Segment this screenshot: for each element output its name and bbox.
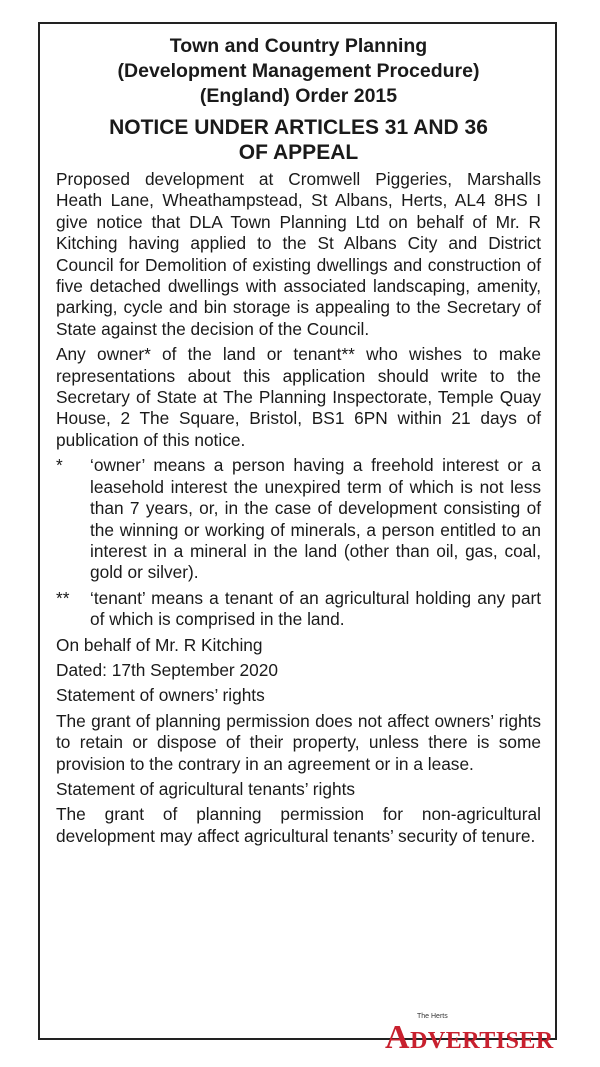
notice-title <box>56 34 541 109</box>
public-notice <box>38 22 557 1040</box>
logo-wordmark <box>385 1019 554 1057</box>
owners-rights-heading: Statement of owners’ rights <box>56 685 265 706</box>
owners-rights-text: The grant of planning permission does not affect owners’ rights to retain or dispose of their property, unless there is some provision to the contrary in an agreement or in a lease. <box>56 710 541 774</box>
development-paragraph: Proposed development at Cromwell Piggeries, Marshalls Heath Lane, Wheathampstead, St Albans, Herts, AL4 8HS I give notice that DLA Town Planning Ltd on behalf of Mr. R Kitching having applied to the St Albans City and District Council for Demolition of existing dwellings and construction of five detached dwellings with associated landscaping, amenity, parking, cycle and bin storage is appealing to the Secretary of State against the decision of the Council. <box>56 169 541 339</box>
subtitle-line: NOTICE UNDER ARTICLES 31 AND 36 <box>109 116 488 139</box>
definition-text: ‘owner’ means a person having a freehold interest or a leasehold interest the unexpired term of which is not less than 7 years, or, in the case of development consisting of the winning or working of minerals, a person entitled to an interest in a mineral in the land (other than oil, gas, coal, gold or silver). <box>90 455 541 583</box>
title-line: (England) Order 2015 <box>199 85 398 107</box>
definition-text: ‘tenant’ means a tenant of an agricultural holding any part of which is comprised in the land. <box>90 587 541 630</box>
definition-tenant <box>56 588 541 631</box>
on-behalf-line: On behalf of Mr. R Kitching <box>56 634 263 655</box>
title-line: (Development Management Procedure) <box>117 60 480 82</box>
logo-initial: A <box>385 1019 411 1056</box>
subtitle-line: OF APPEAL <box>238 141 359 164</box>
representations-paragraph: Any owner* of the land or tenant** who wishes to make representations about this application should write to the Secretary of State at The Planning Inspectorate, Temple Quay House, 2 The Square, Bristol, BS1 6PN within 21 days of publication of this notice. <box>56 344 541 450</box>
definition-mark: ** <box>56 587 70 608</box>
tenants-rights-text: The grant of planning permission for non-agricultural development may affect agricultural tenants’ security of tenure. <box>56 804 541 846</box>
herts-advertiser-logo <box>385 1013 580 1056</box>
definition-mark: * <box>56 455 63 476</box>
title-line: Town and Country Planning <box>169 35 428 57</box>
dated-line: Dated: 17th September 2020 <box>56 659 278 680</box>
logo-rest: DVERTISER <box>410 1028 554 1054</box>
definition-owner <box>56 455 541 583</box>
notice-subtitle <box>56 115 541 165</box>
logo-small-text: The Herts <box>417 1013 448 1020</box>
tenants-rights-heading: Statement of agricultural tenants’ rights <box>56 778 356 799</box>
